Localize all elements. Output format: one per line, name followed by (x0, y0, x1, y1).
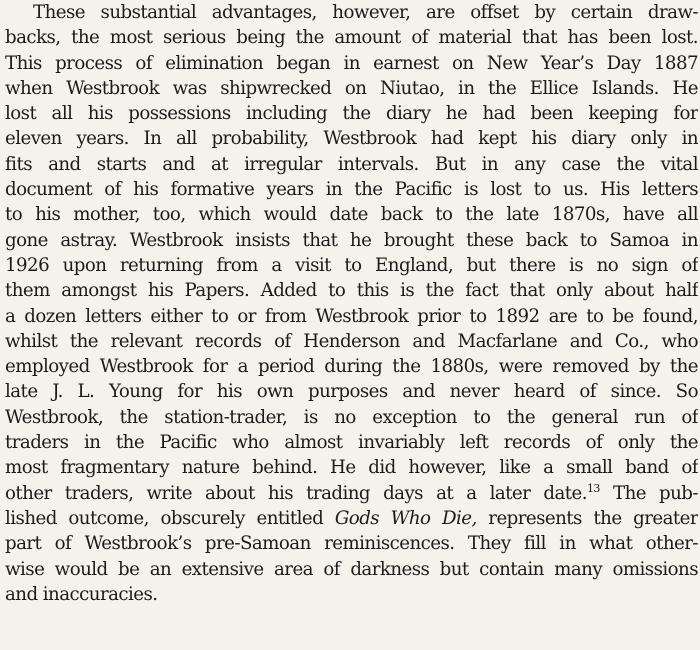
text-line: Westbrook, the station-trader, is no exception to the general run of (5, 406, 698, 428)
book-title: Gods Who Die, (334, 507, 477, 529)
text-line: part of Westbrook’s pre-Samoan reminiscences. They fill in what other- (5, 533, 698, 555)
text-line: gone astray. Westbrook insists that he brought these back to Samoa in (5, 229, 698, 251)
text-line: late J. L. Young for his own purposes and never heard of since. So (5, 381, 698, 403)
text-line-with-footnote (5, 481, 698, 506)
text-line: These substantial advantages, however, are offset by certain draw- (33, 2, 698, 23)
text-segment: other traders, write about his trading days at a later date. (5, 482, 587, 504)
text-line: employed Westbrook for a period during the 1880s, were removed by the (5, 356, 698, 378)
text-line: fits and starts and at irregular intervals. But in any case the vital (5, 153, 698, 175)
text-line: when Westbrook was shipwrecked on Niutao, in the Ellice Islands. He (5, 77, 698, 99)
document-page (5, 0, 698, 650)
text-line: backs, the most serious being the amount of material that has been lost. (5, 27, 698, 49)
text-line: them amongst his Papers. Added to this is the fact that only about half (5, 280, 698, 302)
text-line: traders in the Pacific who almost invariably left records of only the (5, 432, 698, 454)
text-line: lost all his possessions including the diary he had been keeping for (5, 103, 698, 125)
text-line: eleven years. In all probability, Westbrook had kept his diary only in (5, 128, 698, 150)
text-line: whilst the relevant records of Henderson and Macfarlane and Co., who (5, 330, 698, 352)
footnote-reference: 13 (586, 481, 600, 495)
text-line: to his mother, too, which would date back to the late 1870s, have all (5, 204, 698, 226)
text-line: and inaccuracies. (5, 583, 158, 605)
text-segment: represents the greater (476, 507, 698, 529)
text-line: 1926 upon returning from a visit to England, but there is no sign of (5, 254, 698, 276)
body-paragraph (5, 0, 698, 607)
text-segment: lished outcome, obscurely entitled (5, 507, 335, 529)
text-line: document of his formative years in the Pacific is lost to us. His letters (5, 179, 698, 201)
text-line: a dozen letters either to or from Westbrook prior to 1892 are to be found, (5, 305, 698, 327)
text-segment: The pub- (599, 482, 698, 504)
text-line-with-title (5, 506, 698, 531)
text-line: wise would be an extensive area of darkness but contain many omissions (5, 558, 698, 580)
text-line: This process of elimination began in earnest on New Year’s Day 1887 (5, 52, 698, 74)
text-line: most fragmentary nature behind. He did however, like a small band of (5, 457, 698, 479)
